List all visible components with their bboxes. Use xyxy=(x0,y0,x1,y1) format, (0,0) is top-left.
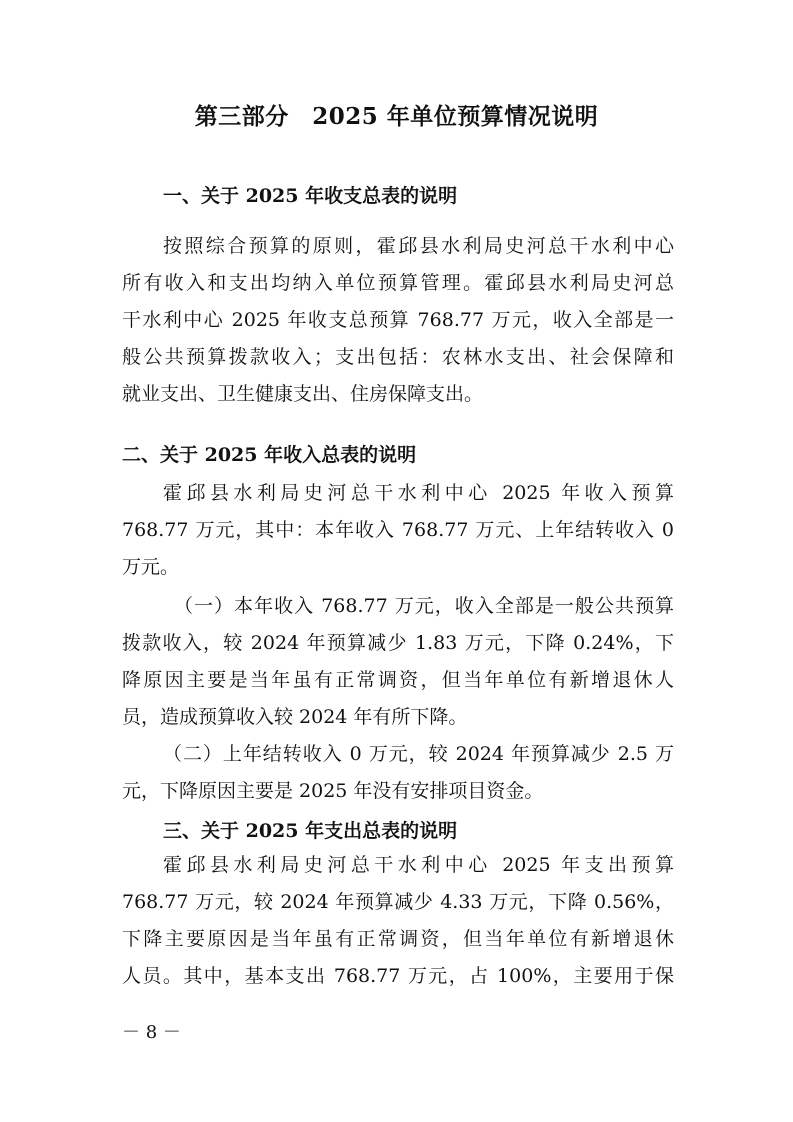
section-3-heading: 三、关于 2025 年支出总表的说明 xyxy=(163,820,458,842)
page-title: 第三部分 2025 年单位预算情况说明 xyxy=(194,103,599,130)
paragraph-line: 所有收入和支出均纳入单位预算管理。霍邱县水利局史河总 xyxy=(122,272,674,294)
paragraph-line: 般公共预算拨款收入；支出包括：农林水支出、社会保障和 xyxy=(122,346,674,368)
paragraph-line: （二）上年结转收入 0 万元，较 2024 年预算减少 2.5 万 xyxy=(163,743,674,765)
paragraph-line: 拨款收入，较 2024 年预算减少 1.83 万元，下降 0.24%，下 xyxy=(122,632,674,654)
section-2a-paragraph xyxy=(122,588,674,736)
section-2-paragraph xyxy=(122,475,674,586)
paragraph-line: 万元。 xyxy=(122,556,180,578)
paragraph-line: 人员。其中，基本支出 768.77 万元，占 100%，主要用于保 xyxy=(122,965,674,987)
paragraph-line: 按照综合预算的原则，霍邱县水利局史河总干水利中心 xyxy=(163,235,674,257)
paragraph-line: 霍邱县水利局史河总干水利中心 2025 年收入预算 xyxy=(163,482,674,504)
paragraph-line: 员，造成预算收入较 2024 年有所下降。 xyxy=(122,706,468,728)
page-number: － 8 － xyxy=(122,1022,181,1043)
paragraph-line: 768.77 万元，其中：本年收入 768.77 万元、上年结转收入 0 xyxy=(122,519,674,541)
paragraph-line: （一）本年收入 768.77 万元，收入全部是一般公共预算 xyxy=(174,595,674,617)
section-2b-paragraph xyxy=(122,736,674,810)
paragraph-line: 霍邱县水利局史河总干水利中心 2025 年支出预算 xyxy=(163,854,674,876)
paragraph-line: 就业支出、卫生健康支出、住房保障支出。 xyxy=(122,383,484,405)
paragraph-line: 下降主要原因是当年虽有正常调资，但当年单位有新增退休 xyxy=(122,928,674,950)
paragraph-line: 元，下降原因主要是 2025 年没有安排项目资金。 xyxy=(122,780,544,802)
section-1-paragraph xyxy=(122,228,674,413)
section-1-heading: 一、关于 2025 年收支总表的说明 xyxy=(163,185,458,207)
paragraph-line: 干水利中心 2025 年收支总预算 768.77 万元，收入全部是一 xyxy=(122,309,674,331)
section-2-heading: 二、关于 2025 年收入总表的说明 xyxy=(122,444,417,466)
paragraph-line: 768.77 万元，较 2024 年预算减少 4.33 万元，下降 0.56%， xyxy=(122,891,674,913)
section-3-paragraph xyxy=(122,847,674,995)
paragraph-line: 降原因主要是当年虽有正常调资，但当年单位有新增退休人 xyxy=(122,669,674,691)
